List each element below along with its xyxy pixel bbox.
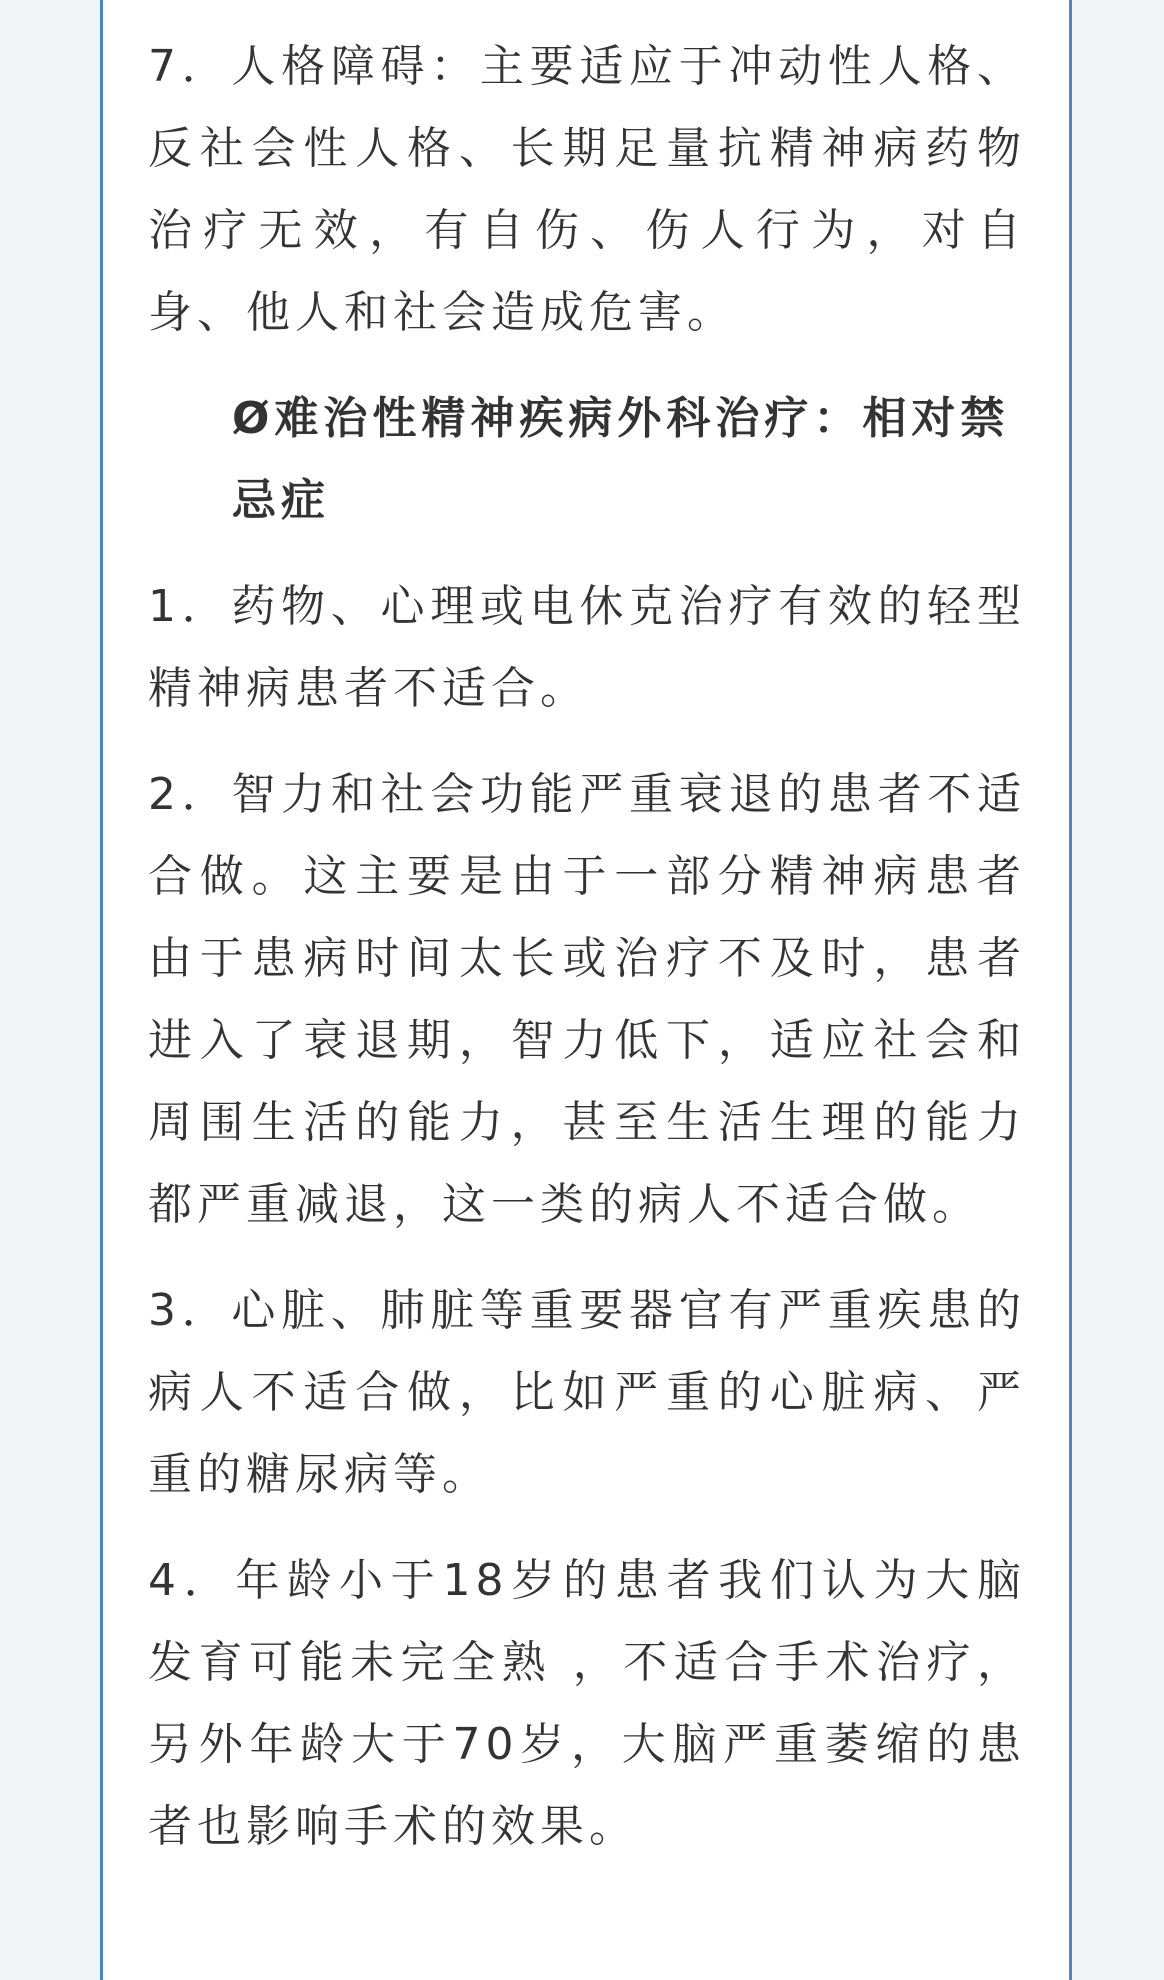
paragraph-item-7: 7．人格障碍：主要适应于冲动性人格、反社会性人格、长期足量抗精神病药物治疗无效，有自伤、伤人行为，对自身、他人和社会造成危害。 [148,41,1026,338]
paragraph-item-3: 3．心脏、肺脏等重要器官有严重疾患的病人不适合做，比如严重的心脏病、严重的糖尿病等。 [148,1285,1026,1500]
paragraph-item-1: 1．药物、心理或电休克治疗有效的轻型精神病患者不适合。 [148,581,1026,714]
paragraph-item-4: 4．年龄小于18岁的患者我们认为大脑发育可能未完全熟 ，不适合手术治疗，另外年龄大于70岁，大脑严重萎缩的患者也影响手术的效果。 [148,1555,1026,1852]
paragraph-item-2: 2．智力和社会功能严重衰退的患者不适合做。这主要是由于一部分精神病患者由于患病时间太长或治疗不及时，患者进入了衰退期，智力低下，适应社会和周围生活的能力，甚至生活生理的能力都严重减退，这一类的病人不适合做。 [148,769,1026,1230]
article-content [148,26,1026,1892]
section-heading: Ø难治性精神疾病外科治疗：相对禁忌症 [232,393,1010,526]
